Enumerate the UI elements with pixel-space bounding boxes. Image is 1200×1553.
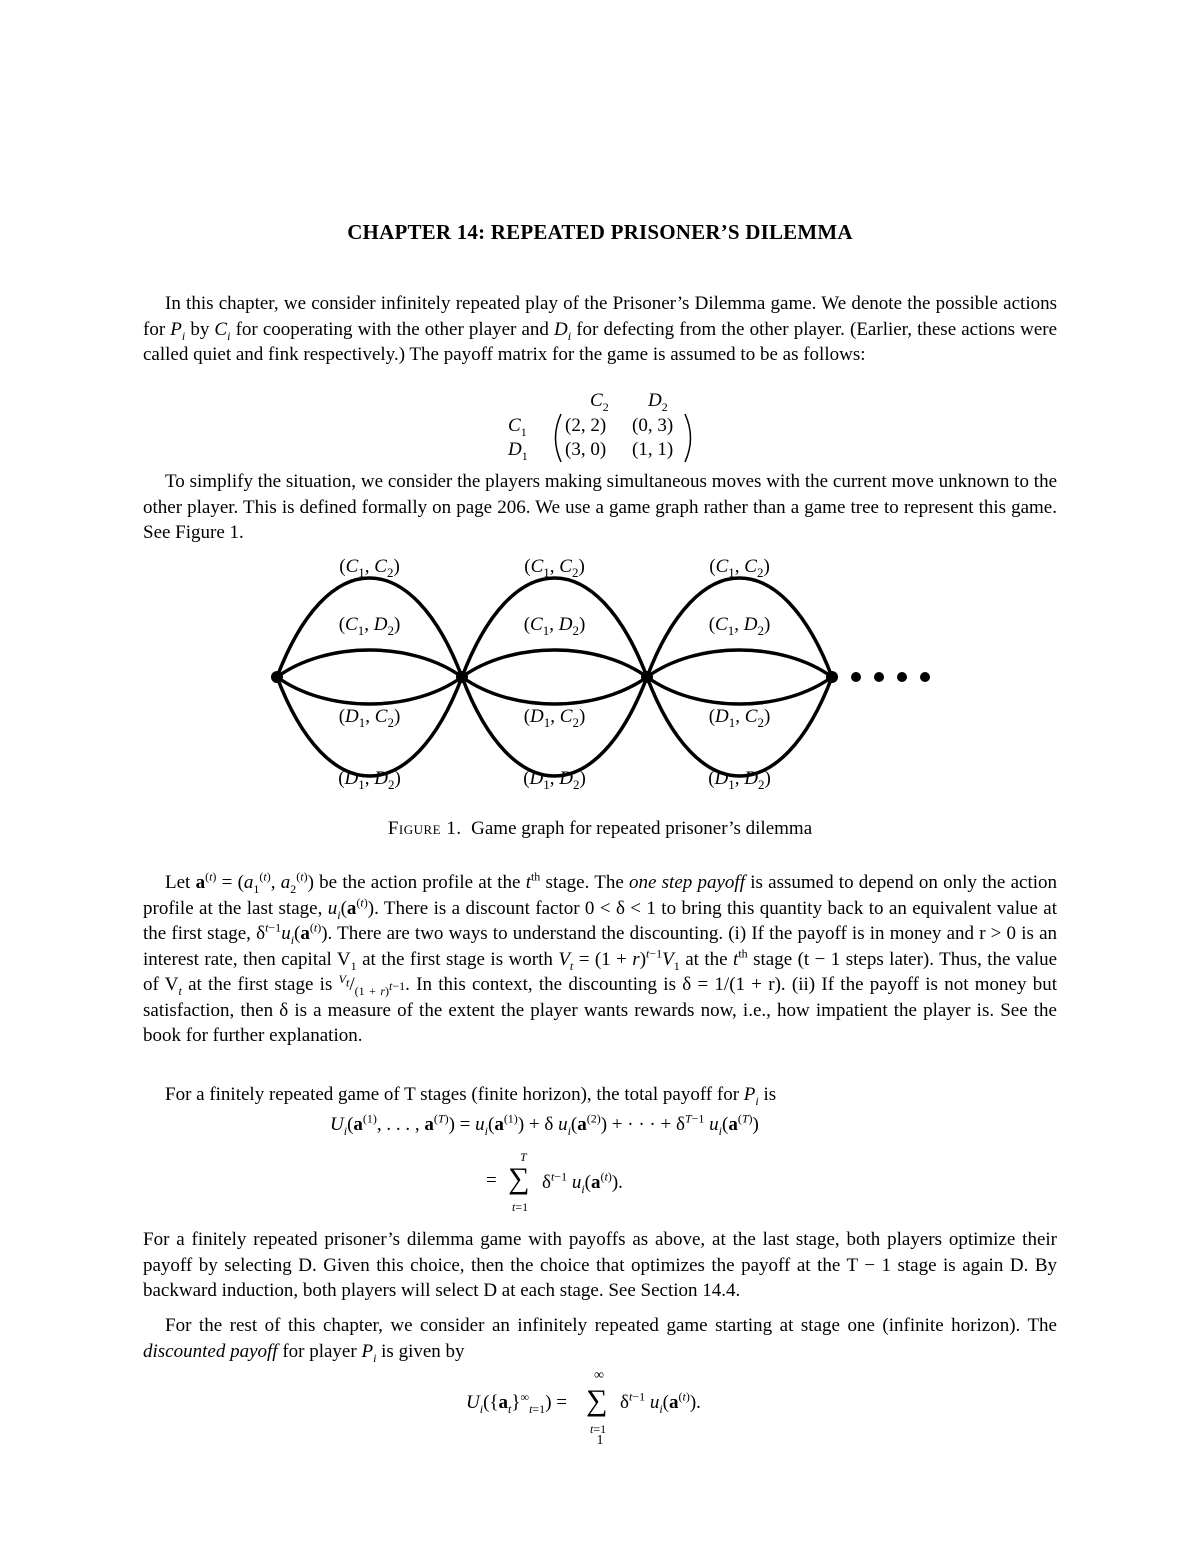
action-profile-paragraph: Let $a^{(t)} = (a_1^{(t)}$, $a_2^{(t)}$) be the action profile at the $t^{th}$ stage. The one step payoff is assumed to depend on only the action profile at the last stage, $u_i(a^{(t)})$. There is a discount factor 0 < δ < 1 to bring this quantity back to an equivalent value at the first stage, $\delta^{t-1}u_i(a^{(t)})$. There are two ways to understand the discounting. (i) If the payoff is in money and r > 0 is an interest rate, then capital $V_1$ at the first stage is worth $V_t = (1 + r)^{t-1}V_1$ at the $t^{th}$ stage (t − 1 steps later). Thus, the value of $V_t$ at the first stage is $^{V_t}/_{(1 + r)^{t-1}}$. In this context, the discounting is δ = 1/(1 + r). (ii) If the payoff is not money but satisfaction, then δ is a measure of the extent the player wants rewards now, i.e., how impatient the player is. See the book for further explanation. [143, 869, 1058, 1046]
matrix-cell: (3, 0) [565, 439, 607, 460]
game-graph-edge [277, 677, 462, 704]
continuation-dot [897, 672, 907, 682]
edge-label: ($D_1$, $C_2$) [338, 706, 401, 730]
edge-label: ($D_1$, $D_2$) [338, 768, 401, 792]
edge-label: ($D_1$, $D_2$) [523, 768, 586, 792]
figure-caption [0, 818, 1200, 840]
infinite-horizon-paragraph: For the rest of this chapter, we consider an infinitely repeated game starting at stage one (infinite horizon). The discounted payoff for player $P_i$ is given by [143, 1315, 1057, 1365]
matrix-cell: (1, 1) [632, 439, 674, 460]
game-graph [0, 550, 1200, 810]
game-graph-edge [462, 677, 647, 704]
discounted-payoff-equation: ∞ $U_i(\{a_t\}^\infty_{t=1})$ = ∑ t=1 $\delta^{t-1}$ $u_i(a^{(t)})$. [466, 1368, 701, 1436]
game-graph-edge [462, 650, 647, 677]
matrix-cell: (2, 2) [565, 415, 607, 436]
game-graph-node [271, 671, 283, 683]
continuation-dot [874, 672, 884, 682]
chapter-title: CHAPTER 14: REPEATED PRISONER’S DILEMMA [347, 220, 853, 244]
edge-label: ($D_1$, $C_2$) [523, 706, 586, 730]
intro-paragraph: In this chapter, we consider infinitely repeated play of the Prisoner’s Dilemma game. We denote the possible actions for $P_i$ by $C_i$ for cooperating with the other player and $D_i$ for defecting from the other player. (Earlier, these actions were called quiet and fink respectively.) The payoff matrix for the game is assumed to be as follows: [143, 293, 1058, 365]
finite-sum-equation: T = ∑ t=1 $\delta^{t-1}$ $u_i(a^{(t)})$. [486, 1150, 623, 1214]
right-paren [682, 412, 698, 464]
page-number: 1 [596, 1433, 604, 1448]
game-graph-node [641, 671, 653, 683]
payoff-matrix [500, 390, 720, 464]
figure-caption-label: Figure 1. [387, 818, 462, 839]
finite-horizon-paragraph: For a finitely repeated game of T stages (finite horizon), the total payoff for $P_i$ is [165, 1084, 777, 1108]
edge-label: ($C_1$, $D_2$) [338, 614, 401, 638]
edge-label: ($D_1$, $C_2$) [708, 706, 771, 730]
matrix-col-header: $C_2$ [590, 390, 609, 414]
matrix-col-header: $D_2$ [648, 390, 668, 414]
edge-label: ($C_1$, $C_2$) [524, 556, 585, 580]
continuation-dot [920, 672, 930, 682]
edge-label: ($C_1$, $D_2$) [708, 614, 771, 638]
edge-label: ($C_1$, $C_2$) [339, 556, 400, 580]
backward-induction-paragraph: For a finitely repeated prisoner’s dilemma game with payoffs as above, at the last stage, both players optimize their payoff by selecting D. Given this choice, then the choice that optimizes the payoff at the T − 1 stage is again D. By backward induction, both players will select D at each stage. See Section 14.4. [143, 1229, 1057, 1301]
matrix-cell: (0, 3) [632, 415, 674, 436]
game-graph-edge [277, 650, 462, 677]
game-graph-node [456, 671, 468, 683]
figure-caption-text: Game graph for repeated prisoner’s dilemma [471, 818, 813, 839]
game-graph-edge [647, 650, 832, 677]
left-paren [548, 412, 564, 464]
game-graph-edge [647, 677, 832, 704]
edge-label: ($C_1$, $D_2$) [523, 614, 586, 638]
game-graph-node [826, 671, 838, 683]
continuation-dot [851, 672, 861, 682]
matrix-row-header: $C_1$ [508, 415, 527, 439]
matrix-row-header: $D_1$ [508, 439, 528, 463]
edge-label: ($C_1$, $C_2$) [709, 556, 770, 580]
simultaneous-paragraph: To simplify the situation, we consider the players making simultaneous moves with the current move unknown to the other player. This is defined formally on page 206. We use a game graph rather than a game tree to represent this game. See Figure 1. [143, 471, 1057, 543]
edge-label: ($D_1$, $D_2$) [708, 768, 771, 792]
finite-payoff-equation: $U_i(a^{(1)}$, . . . , $a^{(T)}) = u_i(a^{(1)}) + \delta$ $u_i(a^{(2)})$ + · · · + $\delta^{T-1}$ $u_i(a^{(T)})$ [330, 1111, 759, 1138]
